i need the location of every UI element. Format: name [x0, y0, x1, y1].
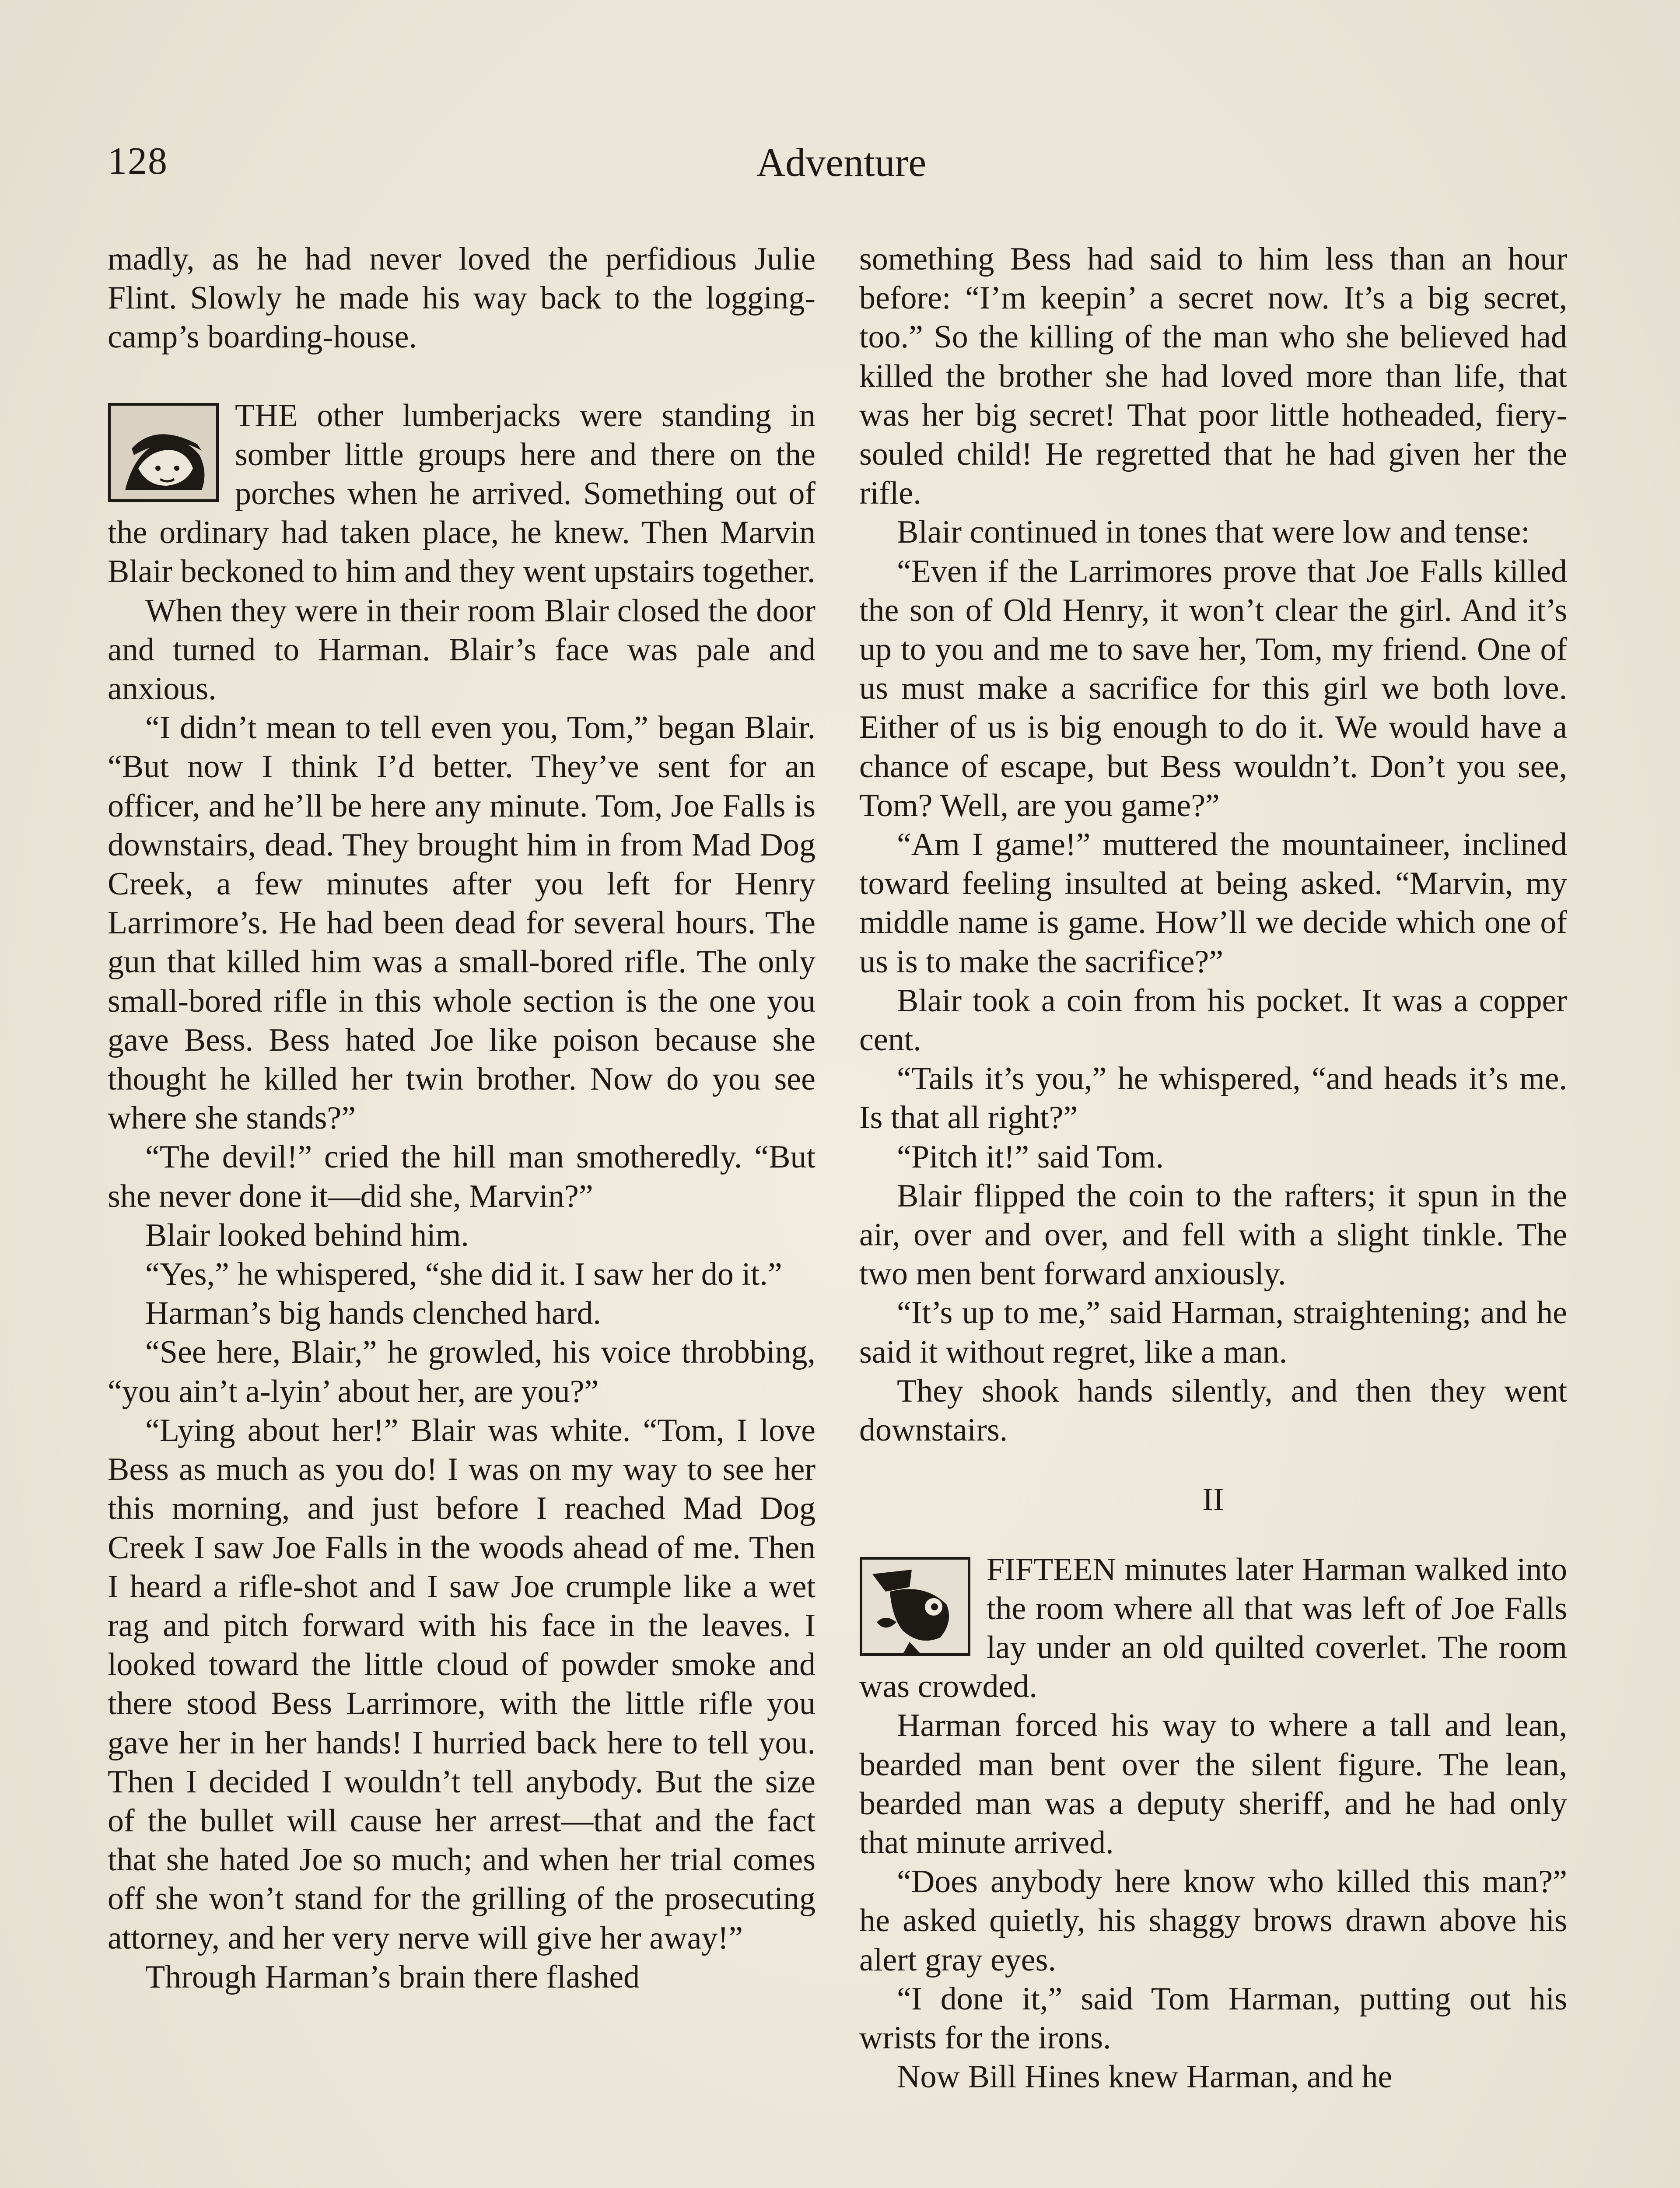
section-heading: II: [1202, 1482, 1224, 1518]
paragraph-dropcap: FIFTEEN minutes later Harman walked into the room where all that was left of Joe Falls lay under an old quilted coverlet. The room was crowded.: [859, 1551, 1567, 1705]
paragraph: Blair flipped the coin to the rafters; it spun in the air, over and over, and fell with a slight tinkle. The two men bent forward anxiously.: [859, 1178, 1567, 1292]
paragraph: When they were in their room Blair closed the door and turned to Harman. Blair’s face was pale and anxious.: [108, 593, 816, 707]
section-break: [108, 357, 816, 396]
paragraph: “Tails it’s you,” he whispered, “and heads it’s me. Is that all right?”: [859, 1061, 1567, 1136]
right-column: [859, 240, 1567, 2097]
paragraph: “It’s up to me,” said Harman, straightening; and he said it without regret, like a man.: [859, 1295, 1567, 1370]
paragraph: “Lying about her!” Blair was white. “Tom, I love Bess as much as you do! I was on my way to see her this morning, and just before I reached Mad Dog Creek I saw Joe Falls in the woods ahead of me. Then I heard a rifle-shot and I saw Joe crumple like a wet rag and pitch forward with his face in the leaves. I looked toward the little cloud of powder smoke and there stood Bess Larrimore, with the little rifle you gave her in her hands! I hurried back here to tell you. Then I decided I wouldn’t tell anybody. But the size of the bullet will cause her arrest—that and the fact that she hated Joe so much; and when her trial comes off she won’t stand for the grilling of the prosecuting attorney, and her very nerve will give her away!”: [108, 1412, 816, 1956]
left-column: [108, 240, 816, 1997]
paragraph: “The devil!” cried the hill man smotheredly. “But she never done it—did she, Marvin?”: [108, 1139, 816, 1214]
paragraph: “Even if the Larrimores prove that Joe Falls killed the son of Old Henry, it won’t clear the girl. And it’s up to you and me to save her, Tom, my friend. One of us must make a sacrifice for this girl we both love. Either of us is big enough to do it. We would have a chance of escape, but Bess wouldn’t. Don’t you see, Tom? Well, are you game?”: [859, 553, 1567, 824]
paragraph: Harman forced his way to where a tall and lean, bearded man bent over the silent figure. The lean, bearded man was a deputy sheriff, and he had only that minute arrived.: [859, 1708, 1567, 1861]
paragraph: They shook hands silently, and then they went downstairs.: [859, 1373, 1567, 1448]
paragraph: something Bess had said to him less than an hour before: “I’m keepin’ a secret now. It’s a big secret, too.” So the killing of the man who she believed had killed the brother she had loved more than life, that was her big secret! That poor little hotheaded, fiery-souled child! He regretted that he had given her the rifle.: [859, 241, 1567, 512]
fish-ornament-vignette-icon: [859, 1557, 971, 1656]
paragraph: “I done it,” said Tom Harman, putting out his wrists for the irons.: [859, 1981, 1567, 2056]
running-title: Adventure: [756, 140, 927, 185]
paragraph: “Does anybody here know who killed this man?” he asked quietly, his shaggy brows drawn above his alert gray eyes.: [859, 1864, 1567, 1978]
paragraph: Blair looked behind him.: [145, 1217, 469, 1253]
paragraph: “Yes,” he whispered, “she did it. I saw her do it.”: [145, 1256, 782, 1293]
page-header: [108, 139, 1575, 192]
paragraph: “Am I game!” muttered the mountaineer, inclined toward feeling insulted at being asked. “Marvin, my middle name is game. How’ll we decide which one of us is to make the sacrifice?”: [859, 827, 1567, 980]
paragraph: “Pitch it!” said Tom.: [897, 1139, 1164, 1175]
paragraph: Blair took a coin from his pocket. It was a copper cent.: [859, 982, 1567, 1058]
paragraph: Harman’s big hands clenched hard.: [145, 1295, 601, 1332]
woman-portrait-vignette-icon: [108, 403, 219, 502]
paragraph: Now Bill Hines knew Harman, and he: [897, 2059, 1393, 2095]
page-number: 128: [108, 140, 168, 182]
paragraph-dropcap: THE other lumberjacks were standing in somber little groups here and there on the porches when he arrived. Something out of the ordinary had taken place, he knew. Then Marvin Blair beckoned to him and they went upstairs together.: [108, 397, 816, 590]
paragraph: madly, as he had never loved the perfidious Julie Flint. Slowly he made his way back to the logging-camp’s boarding-house.: [108, 241, 816, 355]
paragraph: Blair continued in tones that were low and tense:: [897, 514, 1530, 551]
paragraph: “I didn’t mean to tell even you, Tom,” began Blair. “But now I think I’d better. They’ve sent for an officer, and he’ll be here any minute. Tom, Joe Falls is downstairs, dead. They brought him in from Mad Dog Creek, a few minutes after you left for Henry Larrimore’s. He had been dead for several hours. The gun that killed him was a small-bored rifle. The only small-bored rifle in this whole section is the one you gave Bess. Bess hated Joe like poison because she thought he killed her twin brother. Now do you see where she stands?”: [108, 710, 816, 1136]
paragraph: “See here, Blair,” he growled, his voice throbbing, “you ain’t a-lyin’ about her, are you?”: [108, 1334, 816, 1410]
paragraph: Through Harman’s brain there flashed: [145, 1959, 640, 1995]
